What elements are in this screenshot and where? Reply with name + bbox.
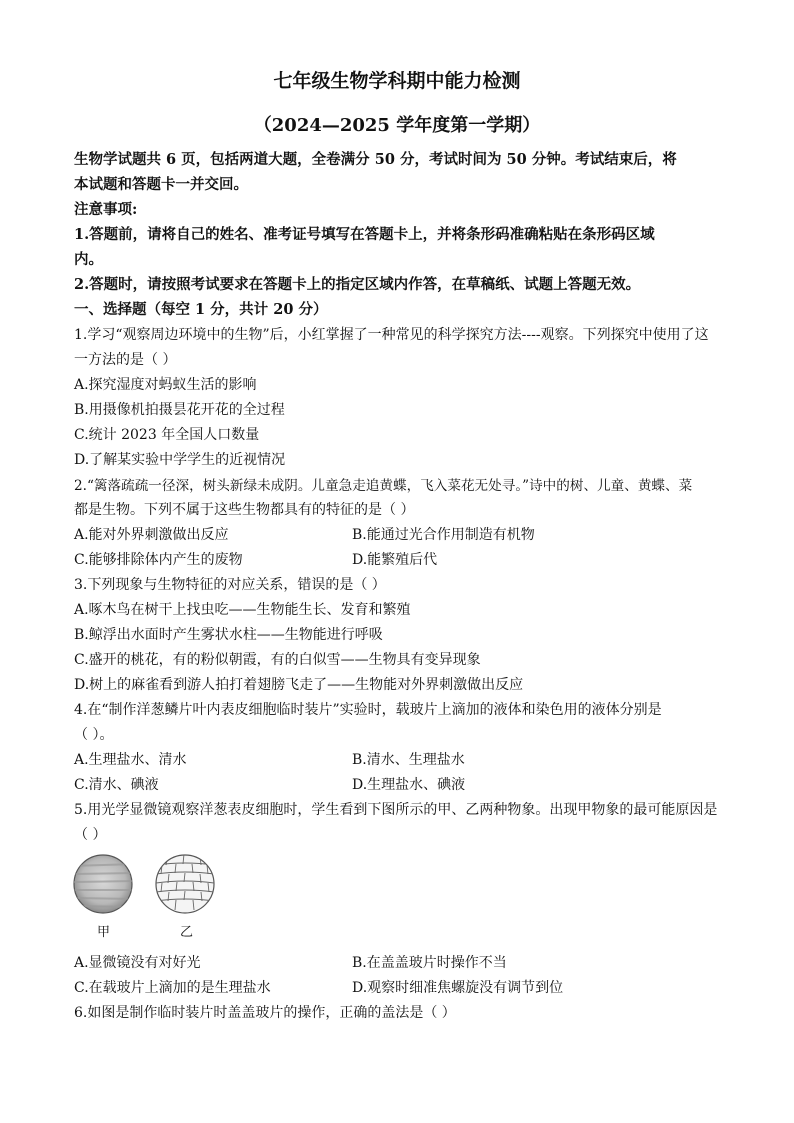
q4-option-c: C.清水、碘液 <box>74 777 159 793</box>
q2-option-d: D.能繁殖后代 <box>352 552 438 568</box>
field-jia-circle <box>72 855 134 913</box>
q4-option-a: A.生理盐水、清水 <box>74 752 187 768</box>
q1-stem-line-2: 一方法的是（ ） <box>74 352 177 368</box>
q5-stem-line-1: 5.用光学显微镜观察洋葱表皮细胞时，学生看到下图所示的甲、乙两种物象。出现甲物象的最可能原因是 <box>74 802 718 818</box>
intro-line-2: 本试题和答题卡一并交回。 <box>74 176 248 193</box>
q5-option-a: A.显微镜没有对好光 <box>74 955 201 971</box>
q4-option-b: B.清水、生理盐水 <box>352 752 465 768</box>
q2-option-a: A.能对外界刺激做出反应 <box>74 527 229 543</box>
q3-stem: 3.下列现象与生物特征的对应关系，错误的是（ ） <box>74 577 386 593</box>
q6-stem: 6.如图是制作临时装片时盖盖玻片的操作，正确的盖法是（ ） <box>74 1005 456 1021</box>
field-yi-circle <box>156 854 214 913</box>
q2-stem-line-1: 2.“篱落疏疏一径深，树头新绿未成阴。儿童急走追黄蝶，飞入菜花无处寻。”诗中的树、儿童、黄蝶、菜 <box>74 478 693 494</box>
q4-stem-line-2: （ ）。 <box>74 727 114 743</box>
q1-stem-line-1: 1.学习“观察周边环境中的生物”后，小红掌握了一种常见的科学探究方法----观察。下列探究中使用了这 <box>74 327 709 343</box>
note-1-line-2: 内。 <box>74 251 103 268</box>
section-heading: 一、选择题（每空 1 分，共计 20 分） <box>74 301 328 318</box>
exam-title: 七年级生物学科期中能力检测 <box>273 70 521 92</box>
notes-heading: 注意事项: <box>74 201 138 218</box>
q1-option-d: D.了解某实验中学学生的近视情况 <box>74 452 286 468</box>
q5-option-c: C.在载玻片上滴加的是生理盐水 <box>74 980 271 996</box>
q4-stem-line-1: 4.在“制作洋葱鳞片叶内表皮细胞临时装片”实验时，载玻片上滴加的液体和染色用的液体分别是 <box>74 702 662 718</box>
q2-option-c: C.能够排除体内产生的废物 <box>74 552 243 568</box>
q5-option-b: B.在盖盖玻片时操作不当 <box>352 955 507 971</box>
q3-option-c: C.盛开的桃花，有的粉似朝霞，有的白似雪——生物具有变异现象 <box>74 652 481 668</box>
q1-option-b: B.用摄像机拍摄昙花开花的全过程 <box>74 402 285 418</box>
note-1-line-1: 1.答题前，请将自己的姓名、准考证号填写在答题卡上，并将条形码准确粘贴在条形码区域 <box>74 226 655 243</box>
q2-stem-line-2: 都是生物。下列不属于这些生物都具有的特征的是（ ） <box>74 502 415 518</box>
figure-label-yi: 乙 <box>180 925 194 940</box>
q5-option-d: D.观察时细准焦螺旋没有调节到位 <box>352 980 564 996</box>
q3-option-b: B.鲸浮出水面时产生雾状水柱——生物能进行呼吸 <box>74 627 383 643</box>
q2-option-b: B.能通过光合作用制造有机物 <box>352 527 535 543</box>
q5-stem-line-2: （ ） <box>74 827 107 843</box>
q3-option-d: D.树上的麻雀看到游人拍打着翅膀飞走了——生物能对外界刺激做出反应 <box>74 677 524 693</box>
intro-line-1: 生物学试题共 6 页，包括两道大题，全卷满分 50 分，考试时间为 50 分钟。考试结束后，将 <box>74 151 677 168</box>
q4-option-d: D.生理盐水、碘液 <box>352 777 466 793</box>
figure-label-jia: 甲 <box>97 925 111 940</box>
q5-microscope-figure <box>72 850 232 920</box>
q1-option-a: A.探究湿度对蚂蚁生活的影响 <box>74 377 257 393</box>
q1-option-c: C.统计 2023 年全国人口数量 <box>74 427 260 443</box>
exam-subtitle: （2024—2025 学年度第一学期） <box>253 115 541 136</box>
q3-option-a: A.啄木鸟在树干上找虫吃——生物能生长、发育和繁殖 <box>74 602 411 618</box>
note-2: 2.答题时，请按照考试要求在答题卡上的指定区域内作答，在草稿纸、试题上答题无效。 <box>74 276 641 293</box>
